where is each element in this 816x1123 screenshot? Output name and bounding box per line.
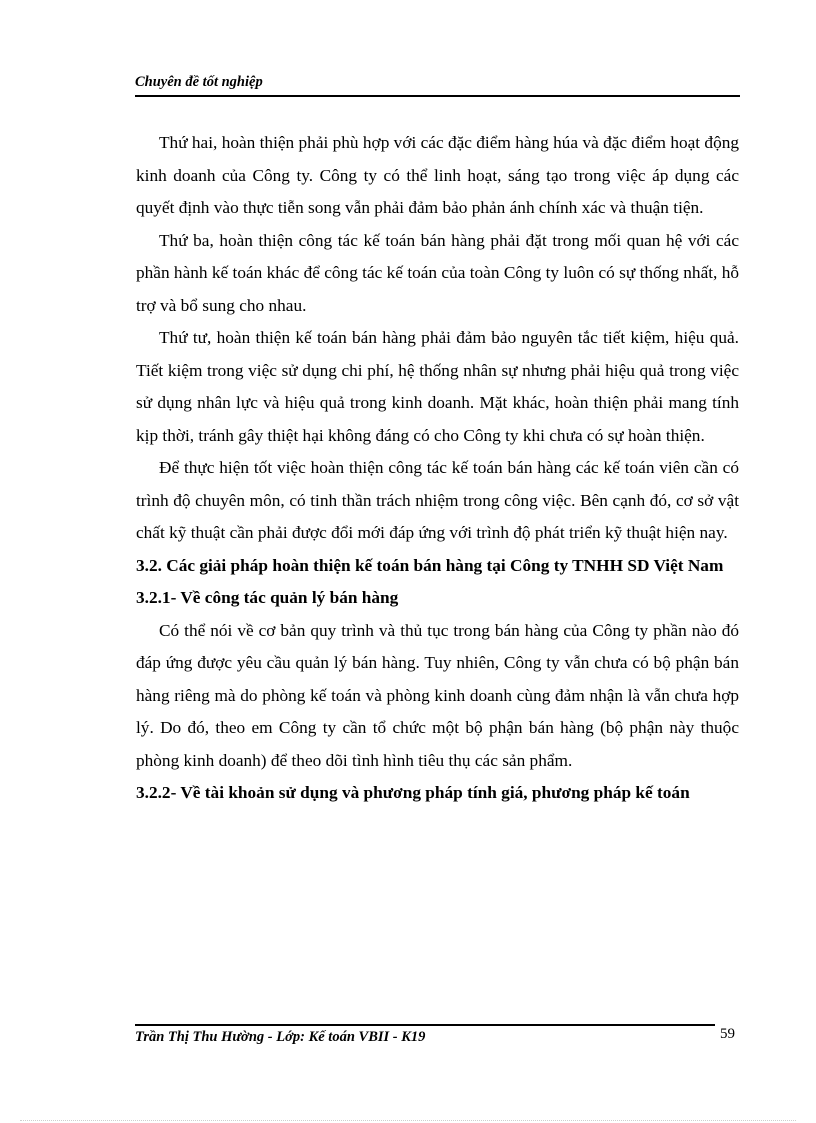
- page-edge-divider: [20, 1120, 796, 1121]
- page-number: 59: [720, 1026, 735, 1042]
- header-divider: [135, 95, 740, 97]
- document-body: [136, 127, 739, 810]
- paragraph: Thứ hai, hoàn thiện phải phù hợp với các đặc điểm hàng húa và đặc điểm hoạt động kinh doanh của Công ty. Công ty có thể linh hoạt, sáng tạo trong việc áp dụng các quyết định vào thực tiễn song vẫn phải đảm bảo phản ánh chính xác và thuận tiện.: [136, 133, 739, 217]
- section-heading: 3.2. Các giải pháp hoàn thiện kế toán bán hàng tại Công ty TNHH SD Việt Nam: [136, 555, 724, 575]
- paragraph: Thứ ba, hoàn thiện công tác kế toán bán hàng phải đặt trong mối quan hệ với các phần hành kế toán khác để công tác kế toán của toàn Công ty luôn có sự thống nhất, hỗ trợ và bổ sung cho nhau.: [136, 230, 739, 315]
- paragraph: Thứ tư, hoàn thiện kế toán bán hàng phải đảm bảo nguyên tắc tiết kiệm, hiệu quả. Tiết kiệm trong việc sử dụng chi phí, hệ thống nhân sự nhưng phải hiệu quả trong việc sử dụng nhân lực và hiệu quả trong kinh doanh. Mặt khác, hoàn thiện phải mang tính kịp thời, tránh gây thiệt hại không đáng có cho Công ty khi chưa có sự hoàn thiện.: [136, 328, 739, 445]
- paragraph: Có thể nói về cơ bản quy trình và thủ tục trong bán hàng của Công ty phần nào đó đáp ứng được yêu cầu quản lý bán hàng. Tuy nhiên, Công ty vẫn chưa có bộ phận bán hàng riêng mà do phòng kế toán và phòng kinh doanh cùng đảm nhận là vẫn chưa hợp lý. Do đó, theo em Công ty cần tổ chức một bộ phận bán hàng (bộ phận này thuộc phòng kinh doanh) để theo dõi tình hình tiêu thụ các sản phẩm.: [136, 620, 739, 770]
- footer-divider: [135, 1024, 715, 1026]
- paragraph: Để thực hiện tốt việc hoàn thiện công tác kế toán bán hàng các kế toán viên cần có trình độ chuyên môn, có tinh thần trách nhiệm trong công việc. Bên cạnh đó, cơ sở vật chất kỹ thuật cần phải được đổi mới đáp ứng với trình độ phát triển kỹ thuật hiện nay.: [136, 458, 739, 542]
- footer-author: Trần Thị Thu Hường - Lớp: Kế toán VBII - K19: [135, 1029, 426, 1045]
- subsection-heading: 3.2.1- Về công tác quản lý bán hàng: [136, 588, 399, 607]
- running-header: Chuyên đề tốt nghiệp: [135, 74, 263, 90]
- subsection-heading: 3.2.2- Về tài khoản sử dụng và phương pháp tính giá, phương pháp kế toán: [136, 783, 690, 802]
